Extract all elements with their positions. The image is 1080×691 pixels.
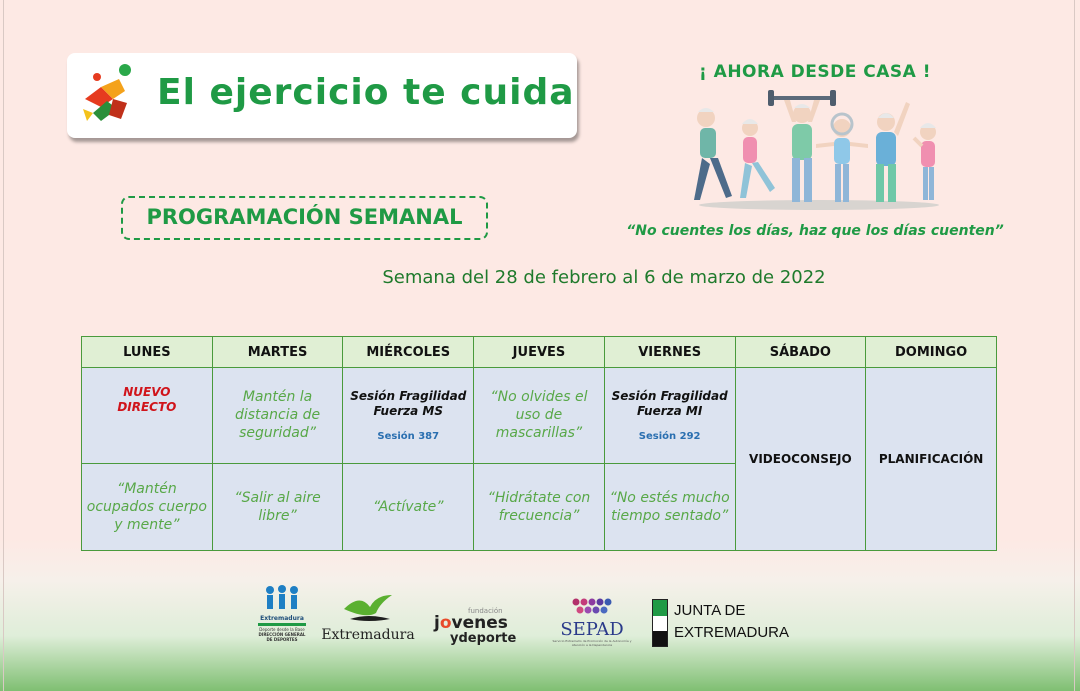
table-row [82,368,997,464]
runner-logo-icon [79,63,139,127]
deportes-logo [256,585,308,642]
program-title: PROGRAMACIÓN SEMANAL [146,205,463,229]
fundacion-jovenes-logo [434,607,534,646]
day-header-miercoles: MIÉRCOLES [343,337,474,368]
sepad-logo-sub: Servicio Extremeño de Promoción de la Autonomía y Atención a la Dependencia [552,639,632,647]
session-title-line2: Fuerza MI [637,403,703,418]
session-title-line2: Fuerza MS [373,403,443,418]
table-header-row [82,337,997,368]
cell-sabado-videoconsejo[interactable] [735,368,866,551]
fundacion-ydeporte: ydeporte [450,631,517,646]
videoconsejo-label: VIDEOCONSEJO [749,452,852,466]
planificacion-label: PLANIFICACIÓN [878,452,984,466]
sepad-dots-icon [570,597,614,617]
directo-line2: DIRECTO [117,400,177,415]
fundacion-j: j [434,613,440,633]
deportes-logo-caption: DIRECCIÓN GENERAL DE DEPORTES [258,632,306,642]
cell-martes-tip-2: “Salir al aire libre” [212,463,343,550]
deportes-logo-sub: Deporte desde la Base [259,627,305,632]
day-header-domingo: DOMINGO [866,337,997,368]
extremadura-logo [320,589,416,643]
athletes-icon [262,585,302,611]
motivational-quote: “No cuentes los días, haz que los días cuenten” [626,223,1004,239]
week-range: Semana del 28 de febrero al 6 de marzo de 2022 [382,267,826,288]
brand-title: El ejercicio te cuida [157,72,575,113]
sepad-logo [552,597,632,647]
day-header-lunes: LUNES [82,337,213,368]
fundacion-o-mark: o [439,613,452,633]
sponsor-logos [250,585,810,655]
extremadura-logo-name: Extremadura [321,627,415,643]
day-header-viernes: VIERNES [604,337,735,368]
cell-domingo-planificacion[interactable] [866,368,997,551]
directo-line1: NUEVO [123,385,171,400]
fundacion-small-label: fundación [468,607,503,615]
brand-banner [67,53,577,138]
junta-flag-icon [652,599,668,647]
elderly-exercising-illustration [688,88,950,212]
junta-line2: EXTREMADURA [674,624,790,641]
cell-martes-tip: Mantén la distancia de seguridad” [212,368,343,464]
session-number: Sesión 387 [377,430,440,442]
cell-jueves-tip-2: “Hidrátate con frecuencia” [474,463,605,550]
day-header-jueves: JUEVES [474,337,605,368]
cell-lunes-directo[interactable] [82,368,213,464]
cell-miercoles-tip: “Actívate” [343,463,474,550]
deportes-logo-name: Extremadura [260,615,304,622]
program-title-box [121,196,488,240]
cell-miercoles-session[interactable] [343,368,474,464]
session-title-line1: Sesión Fragilidad [611,388,728,403]
session-title-line1: Sesión Fragilidad [350,388,467,403]
day-header-sabado: SÁBADO [735,337,866,368]
cell-viernes-session[interactable] [604,368,735,464]
sepad-logo-name: SEPAD [560,619,624,640]
fundacion-venes: venes [451,613,508,633]
session-number: Sesión 292 [638,430,701,442]
bird-icon [340,589,396,625]
cell-lunes-tip: “Mantén ocupados cuerpo y mente” [82,463,213,550]
weekly-schedule-table [81,336,997,551]
cell-viernes-tip: “No estés mucho tiempo sentado” [604,463,735,550]
home-title: ¡ AHORA DESDE CASA ! [699,62,931,82]
day-header-martes: MARTES [212,337,343,368]
junta-line1: JUNTA DE [674,602,746,619]
cell-jueves-tip: “No olvides el uso de mascarillas” [474,368,605,464]
